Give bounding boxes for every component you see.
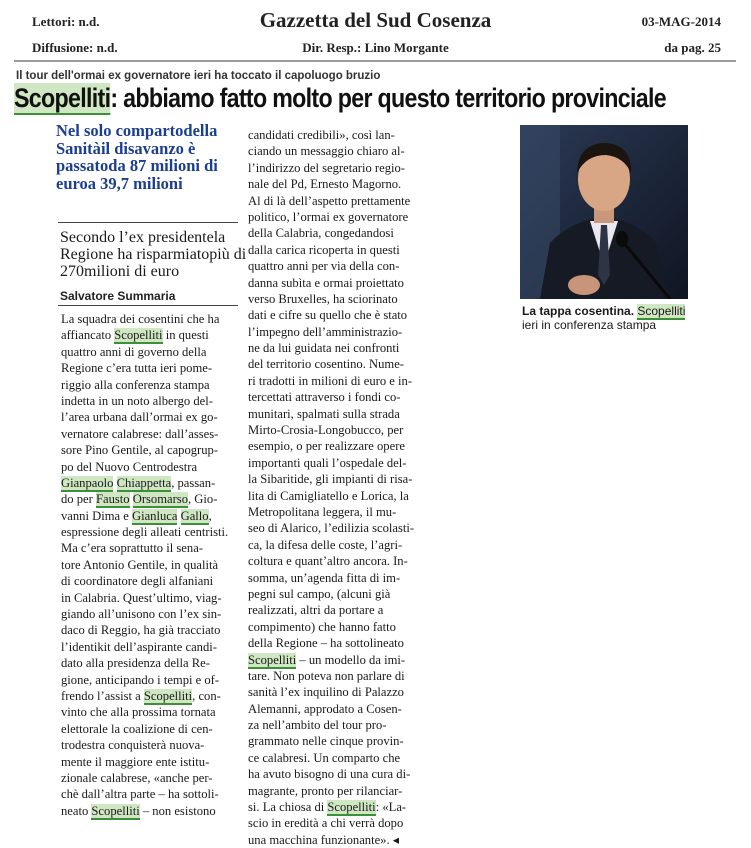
body-text-line: quattro anni per via della con- (248, 259, 400, 274)
subhead-line: a 39,7 milioni (87, 173, 183, 193)
body-text-line: coltura e quant’altro ancora. In- (248, 554, 408, 569)
caption-text: ieri in conferenza stampa (522, 318, 657, 332)
body-text-line: espressione degli alleati centristi. (61, 525, 229, 540)
issue-date: 03-MAG-2014 (641, 14, 721, 29)
body-text-line: l’area urbana dall’ormai ex go- (61, 410, 218, 425)
body-text-line: tercettati attraverso i fondi co- (248, 390, 401, 405)
body-text-line: zionale calabrese, «anche per- (61, 770, 213, 785)
body-text-line: in Calabria. Quest’ultimo, viag- (61, 590, 222, 605)
body-text-line: quattro anni di governo della (61, 344, 207, 359)
body-text-line: ri tradotti in milioni di euro e in- (248, 373, 413, 388)
headline-highlighted-name: Scopelliti (14, 83, 111, 113)
body-text-line: mente il maggiore ente istitu- (61, 754, 210, 769)
article-subhead (56, 122, 246, 192)
highlighted-name: Gianpaolo (61, 475, 114, 490)
body-text-line: nale del Pd, Ernesto Magorno. (248, 177, 402, 192)
photo-caption (522, 304, 685, 332)
body-text-line: gione, anticipando i tempi e of- (61, 672, 220, 687)
body-text-line: la Sibaritide, gli impianti di risa- (248, 472, 413, 487)
body-text-line: po del Nuovo Centrodestra (61, 459, 198, 474)
body-text-line: dati e cifre su quello che è stato (248, 308, 408, 323)
body-text-line: trodestra conquisterà nuova- (61, 738, 205, 753)
body-text-line: dalla carica ricoperta in questi (248, 242, 400, 257)
article-headline (14, 83, 666, 114)
body-text-line: della Calabria, congedandosi (248, 226, 394, 241)
body-text-line: somma, un’agenda fitta di im- (248, 570, 401, 585)
body-text-line: Metropolitana leggera, il mu- (248, 504, 397, 519)
body-text-line: importanti quali l’ospedale del- (248, 455, 407, 470)
body-text-line: magrante, pronto per rilanciar- (248, 783, 403, 798)
body-text-line: Ma c’era soprattutto il sena- (61, 541, 203, 556)
article-body-column-2 (248, 127, 420, 848)
body-text-line: Mirto-Crosia-Longobucco, per (248, 423, 404, 438)
body-text-line: ciando un messaggio chiaro al- (248, 144, 405, 159)
caption-highlighted-name: Scopelliti (637, 304, 686, 318)
body-text-line: Scopelliti – un modello da imi- (248, 652, 406, 667)
highlighted-name: Scopelliti (91, 803, 140, 818)
body-text-line: vinto che alla prossima tornata (61, 705, 216, 720)
body-text-line: compimento) che hanno fatto (248, 619, 396, 634)
body-text-line: La squadra dei cosentini che ha (61, 312, 220, 326)
subhead-line: da 87 milioni di euro (56, 156, 218, 193)
body-text-line: di coordinatore degli alfaniani (61, 574, 214, 589)
highlighted-name: Gallo (180, 508, 209, 523)
body-text-line: si. La chiosa di Scopelliti: «La- (248, 800, 407, 815)
body-text-line: lita di Camigliatello e Lorica, la (248, 488, 409, 503)
secondary-subhead-line: più di 270milioni di euro (60, 246, 247, 280)
body-text-line: una macchina funzionante». ◂ (248, 832, 400, 847)
body-text-line: esempio, o per realizzare opere (248, 439, 405, 454)
highlighted-name: Orsomarso (132, 492, 188, 507)
body-text-line: ca, la difesa delle coste, l’agri- (248, 537, 403, 552)
subhead-line: della Sanità (56, 121, 218, 158)
author-divider (58, 305, 238, 306)
readers-label: Lettori: n.d. (32, 14, 100, 29)
body-text-line: ha avuto bisogno di una cura di- (248, 767, 411, 782)
body-text-line: do per Fausto Orsomarso, Gio- (61, 492, 218, 507)
body-text-line: seo di Alarico, l’edilizia scolasti- (248, 521, 415, 536)
header-divider (14, 60, 736, 62)
director-label: Dir. Resp.: Lino Morgante (302, 40, 449, 55)
subhead-line: il disavanzo è passato (56, 138, 196, 175)
highlighted-name: Scopelliti (143, 688, 193, 703)
body-text-line: tare. Non poteva non parlare di (248, 668, 405, 683)
highlighted-name: Chiappetta (116, 475, 172, 490)
article-body-column-1 (61, 311, 243, 819)
highlighted-name: Scopelliti (248, 652, 297, 667)
highlighted-name: Gianluca (132, 508, 178, 523)
body-text-line: ne da lui guidata nei confronti (248, 341, 400, 356)
body-text-line: indetta in un noto albergo del- (61, 393, 213, 408)
body-text-line: affiancato Scopelliti in questi (61, 328, 209, 343)
body-text-line: riggio alla conferenza stampa (61, 377, 210, 392)
subhead-divider (58, 222, 238, 223)
body-text-line: ce calabresi. Un comparto che (248, 750, 401, 765)
body-text-line: daco di Reggio, ha già tracciato (61, 623, 221, 638)
body-text-line: grammato nelle cinque provin- (248, 734, 404, 749)
body-text-line: l’identikit dell’aspirante candi- (61, 639, 217, 654)
secondary-subhead-line: Secondo l’ex presidente (60, 229, 214, 246)
body-text-line: Regione c’era tutta ieri pome- (61, 361, 213, 376)
portrait-illustration (520, 125, 688, 299)
body-text-line: l’impegno dell’amministrazio- (248, 324, 403, 339)
body-text-line: Gianpaolo Chiappetta, passan- (61, 475, 216, 490)
page-reference: da pag. 25 (664, 40, 721, 55)
body-text-line: frendo l’assist a Scopelliti, con- (61, 688, 221, 703)
highlighted-name: Scopelliti (327, 800, 376, 815)
subhead-line: Nel solo comparto (56, 121, 184, 140)
secondary-subhead-line: la Regione ha risparmiato (60, 229, 226, 263)
body-text-line: sore Pino Gentile, al capogrup- (61, 443, 219, 458)
article-secondary-subhead (60, 229, 250, 280)
body-text-line: munitari, spalmati sulla strada (248, 406, 400, 421)
body-text-line: pegni sul campo, (alcuni già (248, 586, 391, 601)
body-text-line: scio in eredità a chi verrà dopo (248, 816, 404, 831)
article-author: Salvatore Summaria (60, 289, 176, 303)
body-text-line: Alemanni, approdato a Cosen- (248, 701, 402, 716)
body-text-line: realizzati, altri da portare a (248, 603, 384, 618)
body-text-line: del territorio cosentino. Nume- (248, 357, 404, 372)
body-text-line: chè dall’altra parte – ha sottoli- (61, 787, 219, 802)
newspaper-title: Gazzetta del Sud Cosenza (259, 8, 492, 32)
body-text-line: Al di là dell’aspetto prettamente (248, 193, 411, 208)
body-text-line: giando all’unisono con l’ex sin- (61, 607, 222, 622)
body-text-line: danna subìta e ormai proiettato (248, 275, 404, 290)
distribution-label: Diffusione: n.d. (32, 40, 118, 55)
caption-title: La tappa cosentina. (522, 304, 635, 318)
body-text-line: vanni Dima e Gianluca Gallo, (61, 508, 212, 523)
article-kicker: Il tour dell'ormai ex governatore ieri ha toccato il capoluogo bruzio (16, 70, 381, 82)
portrait-photo (520, 125, 688, 299)
body-text-line: neato Scopelliti – non esistono (61, 803, 216, 818)
body-text-line: della Regione – ha sottolineato (248, 636, 404, 651)
body-text-line: vernatore calabrese: dall’asses- (61, 426, 219, 441)
body-text-line: candidati credibili», così lan- (248, 128, 395, 142)
headline-text: : abbiamo fatto molto per questo territorio provinciale (110, 83, 666, 113)
body-text-line: za nell’ambito del tour pro- (248, 718, 387, 733)
body-text-line: verso Bruxelles, ha sciorinato (248, 291, 398, 306)
highlighted-name: Fausto (95, 492, 130, 507)
body-text-line: elettorale la coalizione di cen- (61, 721, 213, 736)
highlighted-name: Scopelliti (114, 328, 163, 343)
body-text-line: sanità l’ex inquilino di Palazzo (248, 685, 404, 700)
body-text-line: l’indirizzo del segretario regio- (248, 160, 406, 175)
body-text-line: dato alla presidenza della Re- (61, 656, 210, 671)
body-text-line: tore Antonio Gentile, in qualità (61, 557, 219, 572)
body-text-line: politico, l’ormai ex governatore (248, 209, 409, 224)
